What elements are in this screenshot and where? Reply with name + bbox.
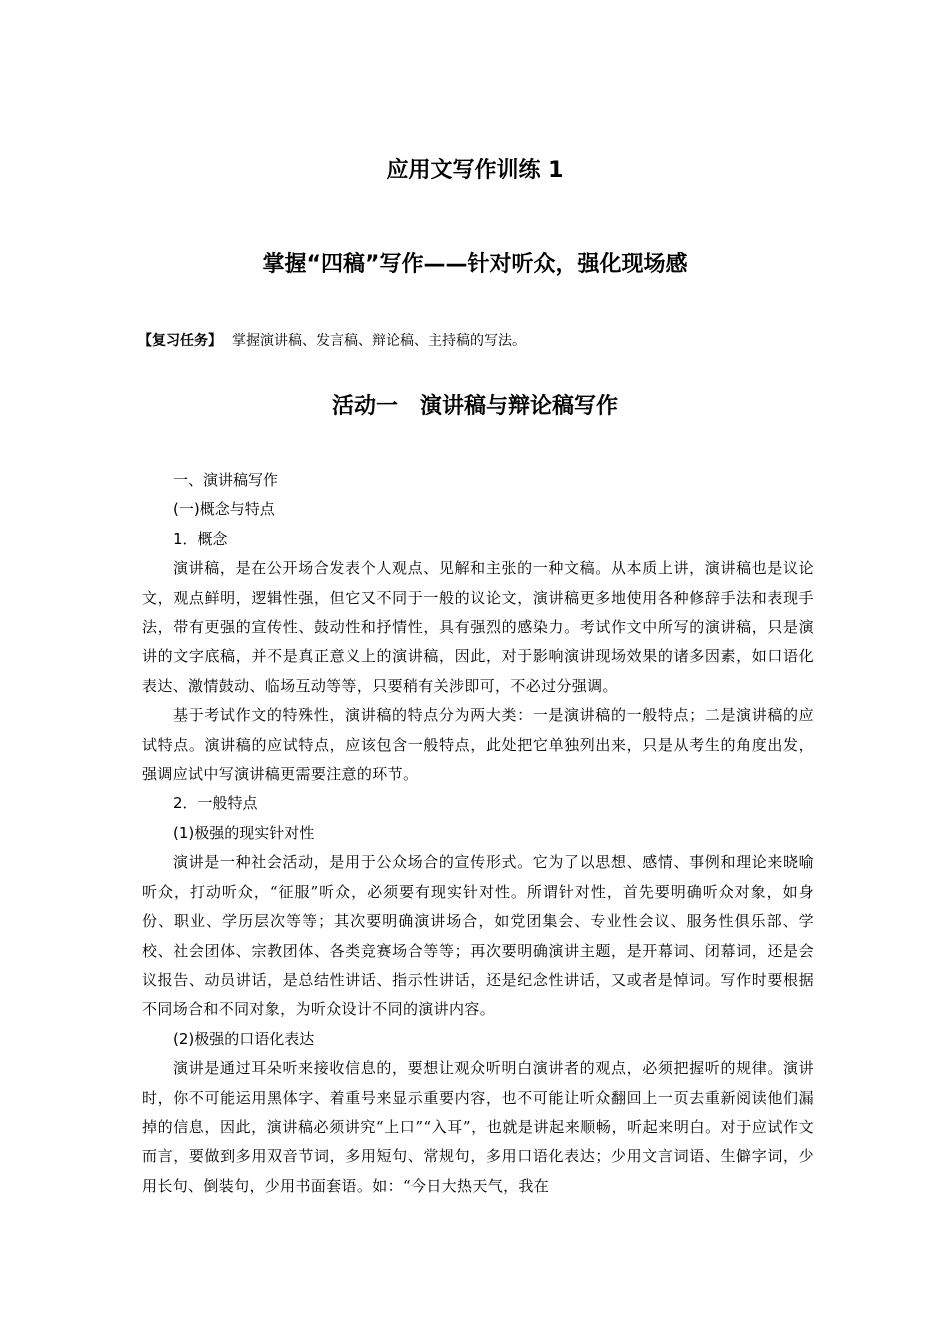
paragraph-relevance: 演讲是一种社会活动，是用于公众场合的宣传形式。它为了以思想、感情、事例和理论来晓喻听众，打动听众，“征服”听众，必须要有现实针对性。所谓针对性，首先要明确听众对象，如身份、职业、学历层次等等；其次要明确演讲场合，如党团集会、专业性会议、服务性俱乐部、学校、社会团体、宗教团体、各类竞赛场合等等；再次要明确演讲主题，是开幕词、闭幕词，还是会议报告、动员讲话，是总结性讲话、指示性讲话，还是纪念性讲话，又或者是悼词。写作时要根据不同场合和不同对象，为听众设计不同的演讲内容。 — [142, 853, 814, 1019]
activity-title: 活动一 演讲稿与辩论稿写作 — [331, 394, 618, 419]
point-heading-oral-expression: (2)极强的口语化表达 — [173, 1029, 315, 1048]
review-task-label: 【复习任务】 — [138, 333, 222, 349]
body-text — [142, 466, 814, 1201]
item-heading-concept: 1．概念 — [173, 529, 228, 548]
point-heading-relevance: (1)极强的现实针对性 — [173, 823, 315, 842]
item-heading-general-features: 2．一般特点 — [173, 794, 258, 813]
review-task — [138, 330, 526, 352]
section-heading: 一、演讲稿写作 — [173, 471, 279, 489]
document-subtitle: 掌握“四稿”写作——针对听众，强化现场感 — [262, 252, 688, 277]
subsection-heading: (一)概念与特点 — [173, 500, 275, 519]
paragraph-oral-expression: 演讲是通过耳朵听来接收信息的，要想让观众听明白演讲者的观点，必须把握听的规律。演讲时，你不可能运用黑体字、着重号来显示重要内容，也不可能让听众翻回上一页去重新阅读他们漏掉的信息，因此，演讲稿必须讲究“上口”“入耳”，也就是讲起来顺畅，听起来明白。对于应试作文而言，要做到多用双音节词，多用短句、常规句，多用口语化表达；少用文言词语、生僻字词，少用长句、倒装句，少用书面套语。如：“今日大热天气，我在 — [142, 1059, 814, 1195]
review-task-text: 掌握演讲稿、发言稿、辩论稿、主持稿的写法。 — [232, 333, 526, 349]
document-title: 应用文写作训练 1 — [386, 158, 564, 183]
paragraph-features-intro: 基于考试作文的特殊性，演讲稿的特点分为两大类：一是演讲稿的一般特点；二是演讲稿的应试特点。演讲稿的应试特点，应该包含一般特点，此处把它单独列出来，只是从考生的角度出发，强调应试中写演讲稿更需要注意的环节。 — [142, 706, 814, 784]
paragraph-concept: 演讲稿，是在公开场合发表个人观点、见解和主张的一种文稿。从本质上讲，演讲稿也是议论文，观点鲜明，逻辑性强，但它又不同于一般的议论文，演讲稿更多地使用各种修辞手法和表现手法，带有更强的宣传性、鼓动性和抒情性，具有强烈的感染力。考试作文中所写的演讲稿，只是演讲的文字底稿，并不是真正意义上的演讲稿，因此，对于影响演讲现场效果的诸多因素，如口语化表达、激情鼓动、临场互动等等，只要稍有关涉即可，不必过分强调。 — [142, 559, 814, 695]
